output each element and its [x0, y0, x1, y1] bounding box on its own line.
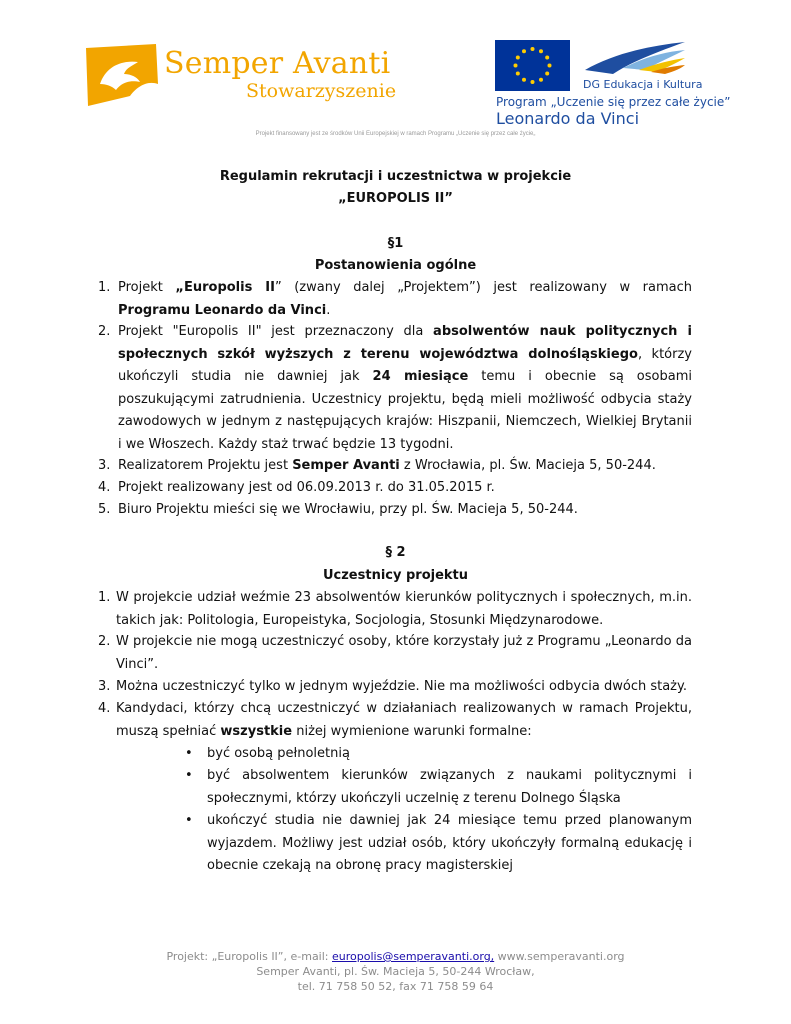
text: Kandydaci, którzy chcą uczestniczyć w działaniach realizowanych w ramach Projektu, muszą spełniać — [116, 701, 692, 739]
list-item — [98, 321, 692, 457]
website-text: www.semperavanti.org — [494, 950, 625, 963]
list-number: 1. — [98, 280, 111, 295]
brand-name: Semper Avanti — [164, 46, 391, 81]
list-number: 5. — [98, 502, 111, 517]
bold-text: wszystkie — [220, 723, 293, 739]
list-item — [98, 455, 692, 478]
list-number: 1. — [98, 590, 111, 605]
list-item — [98, 587, 692, 632]
text: W projekcie udział weźmie 23 absolwentów kierunków politycznych i społecznych, m.in. takich jak: Politologia, Europeistyka, Socjologia, Stosunki Międzynarodowe. — [116, 590, 692, 628]
text: Biuro Projektu mieści się we Wrocławiu, przy pl. Św. Macieja 5, 50-244. — [118, 502, 578, 517]
bullet-item — [185, 810, 692, 878]
text: z Wrocławia, pl. Św. Macieja 5, 50-244. — [399, 458, 656, 473]
list-item — [98, 698, 692, 743]
email-link[interactable]: europolis@semperavanti.org, — [332, 950, 495, 963]
text: Można uczestniczyć tylko w jednym wyjeździe. Nie ma możliwości odbycia dwóch staży. — [116, 679, 687, 694]
dg-label: DG Edukacja i Kultura — [583, 78, 703, 91]
list-number: 2. — [98, 324, 111, 339]
project-name-title: „EUROPOLIS II” — [338, 191, 453, 206]
eu-flag-icon — [495, 40, 570, 91]
list-item — [98, 676, 692, 699]
list-item — [98, 277, 692, 322]
bullet-item — [185, 743, 692, 766]
text: niżej wymienione warunki formalne: — [292, 723, 532, 739]
section-2-heading: Uczestnicy projektu — [322, 568, 469, 583]
list-number: 3. — [98, 458, 111, 473]
bold-text: absolwentów nauk politycznych i społecznych szkół wyższych z terenu województwa dolnośląskiego — [118, 324, 692, 362]
footer-contact — [0, 949, 791, 964]
footer-address: Semper Avanti, pl. Św. Macieja 5, 50-244 Wrocław, — [256, 965, 535, 978]
bold-text: 24 miesiące — [372, 369, 469, 385]
bullet-icon: • — [185, 813, 193, 828]
semper-avanti-logo-icon — [86, 44, 158, 106]
brand-subtitle: Stowarzyszenie — [246, 80, 397, 102]
text: Projekt: „Europolis II”, e-mail: — [166, 950, 333, 963]
footer-phones: tel. 71 758 50 52, fax 71 758 59 64 — [297, 980, 494, 993]
program-label: Program „Uczenie się przez całe życie” — [496, 95, 731, 109]
text: , którzy ukończyli studia nie dawniej jak — [118, 346, 692, 385]
list-number: 4. — [98, 701, 111, 716]
text: ukończyć studia nie dawniej jak 24 miesiące temu przed planowanym wyjazdem. Możliwy jest udział osób, który ukończyły formalną edukację i obecnie czekają na obronę pracy magisterskiej — [207, 813, 692, 874]
bold-text: „Europolis II — [175, 280, 275, 295]
bold-text: Semper Avanti — [292, 458, 400, 473]
list-number: 2. — [98, 634, 111, 649]
list-number: 4. — [98, 480, 111, 495]
section-2-number: § 2 — [385, 545, 406, 560]
text: Projekt "Europolis II" jest przeznaczony dla — [118, 324, 434, 339]
funding-note: Projekt finansowany jest ze środków Unii Europejskiej w ramach Programu „Uczenie się przez całe życie„ — [255, 131, 536, 137]
bullet-item — [185, 765, 692, 810]
text: być absolwentem kierunków związanych z naukami politycznymi i społecznymi, którzy ukończyli uczelnię z terenu Dolnego Śląska — [207, 768, 692, 806]
text: być osobą pełnoletnią — [207, 746, 350, 761]
text: Projekt — [118, 280, 176, 295]
text: Realizatorem Projektu jest — [118, 458, 293, 473]
list-item — [98, 631, 692, 676]
section-1-number: §1 — [387, 236, 404, 251]
document-title: Regulamin rekrutacji i uczestnictwa w projekcie — [219, 169, 572, 184]
text: temu i obecnie są osobami poszukującymi zatrudnienia. Uczestnicy projektu, będą mieli możliwość odbycia staży zawodowych w jednym z następujących krajów: Hiszpanii, Niemczech, Wielkiej Brytanii i we Włoszech. Każdy staż trwać będzie 13 tygodni. — [118, 369, 692, 452]
bullet-icon: • — [185, 768, 193, 783]
leonardo-label: Leonardo da Vinci — [496, 109, 640, 128]
bullet-icon: • — [185, 746, 193, 761]
section-1-heading: Postanowienia ogólne — [314, 258, 477, 273]
bold-text: Programu Leonardo da Vinci — [118, 302, 327, 318]
list-item — [98, 499, 692, 522]
text: W projekcie nie mogą uczestniczyć osoby, które korzystały już z Programu „Leonardo da Vinci”. — [116, 634, 692, 672]
list-item — [98, 477, 692, 500]
text: Projekt realizowany jest od 06.09.2013 r. do 31.05.2015 r. — [118, 480, 495, 495]
list-number: 3. — [98, 679, 111, 694]
text: ” (zwany dalej „Projektem”) jest realizowany w ramach — [274, 280, 693, 295]
text: . — [326, 302, 331, 318]
